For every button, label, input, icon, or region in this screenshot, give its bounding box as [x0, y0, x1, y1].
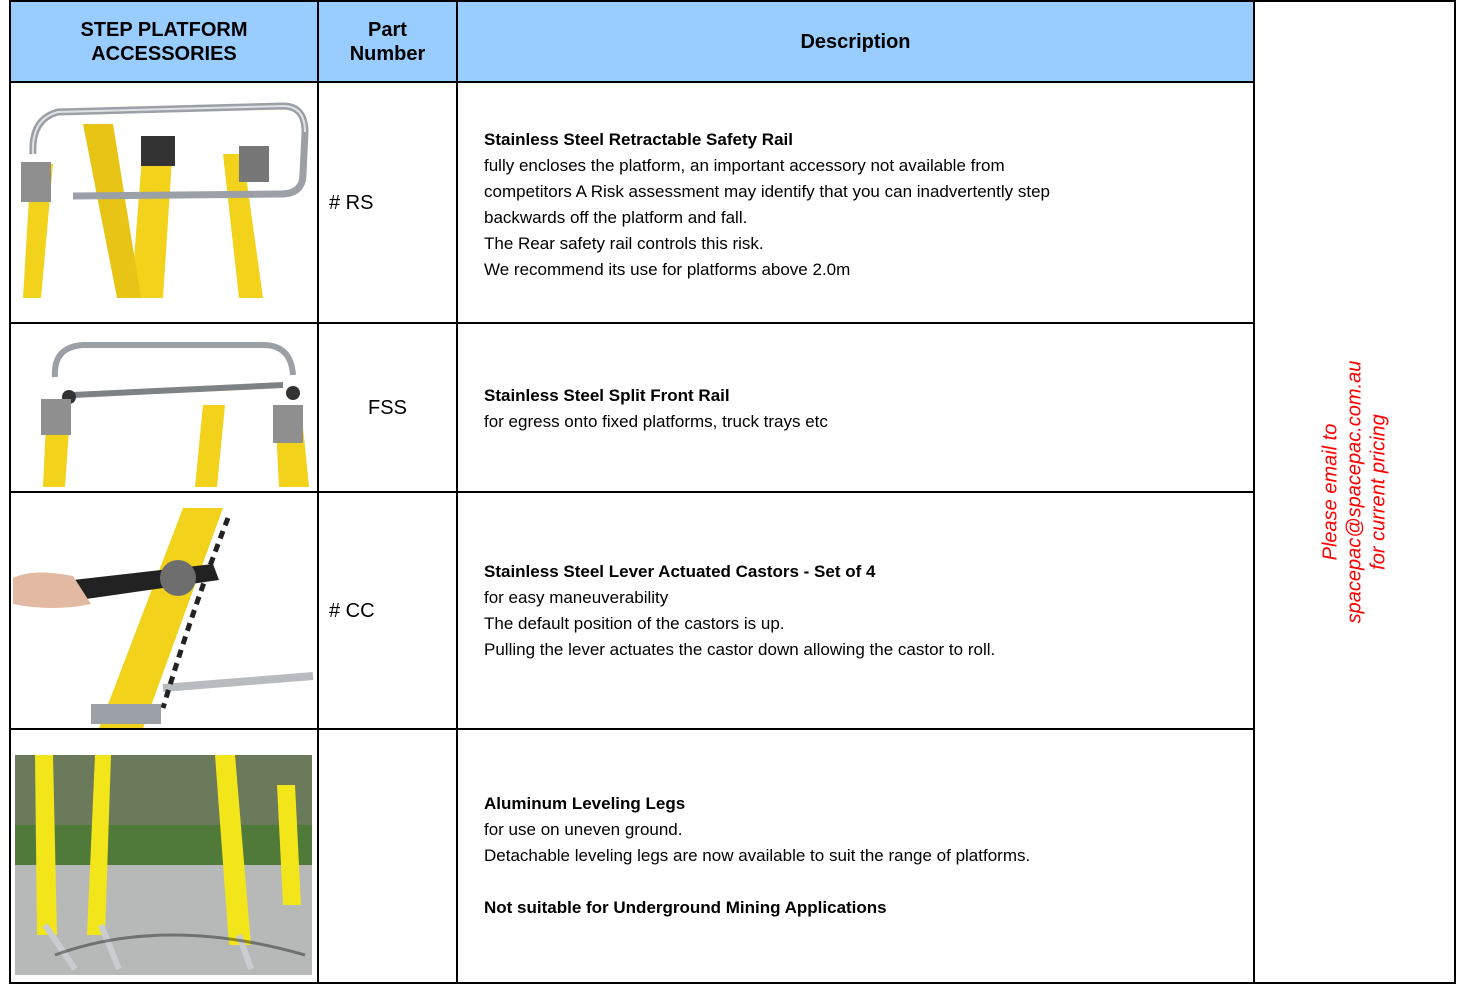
description-legs: [484, 730, 1244, 982]
photo-split-front-rail: [13, 327, 317, 487]
grid-line: [9, 322, 1255, 324]
description-cc-title: Stainless Steel Lever Actuated Castors - Set of 4: [484, 562, 876, 581]
header-part-line1: Part: [368, 18, 407, 41]
description-rs: [484, 110, 1244, 300]
part-number-rs: [319, 84, 466, 322]
pricing-line-1: Please email to: [1319, 423, 1341, 561]
part-number-fss-text: FSS: [368, 397, 407, 419]
part-number-cc: [319, 494, 466, 728]
description-rs-line: competitors A Risk assessment may identify that you can inadvertently step: [484, 182, 1050, 201]
description-cc-line: The default position of the castors is up.: [484, 614, 785, 633]
description-cc-line: Pulling the lever actuates the castor down allowing the castor to roll.: [484, 640, 996, 659]
pricing-note: [1254, 2, 1454, 982]
header-accessories-line1: STEP PLATFORM: [80, 18, 248, 41]
description-rs-line: fully encloses the platform, an important accessory not available from: [484, 156, 1005, 175]
description-cc-line: for easy maneuverability: [484, 588, 669, 607]
description-fss-line: for egress onto fixed platforms, truck trays etc: [484, 411, 828, 431]
description-rs-title: Stainless Steel Retractable Safety Rail: [484, 130, 793, 149]
description-legs-line: Detachable leveling legs are now available to suit the range of platforms.: [484, 846, 1031, 865]
description-fss-title: Stainless Steel Split Front Rail: [484, 385, 730, 405]
description-legs-title: Aluminum Leveling Legs: [484, 794, 686, 813]
description-legs-line: for use on uneven ground.: [484, 820, 683, 839]
description-rs-line: backwards off the platform and fall.: [484, 208, 748, 227]
pricing-line-3: for current pricing: [1367, 414, 1389, 570]
description-legs-spacer: [484, 869, 1244, 895]
description-fss: [484, 325, 1244, 492]
pricing-note-text: [1318, 361, 1390, 624]
grid-line: [9, 728, 1255, 730]
header-description: [458, 2, 1253, 81]
grid-line: [9, 81, 1255, 83]
header-accessories-line2: ACCESSORIES: [91, 42, 237, 65]
photo-leveling-legs: [15, 755, 312, 975]
part-number-cc-text: # CC: [329, 599, 375, 622]
header-part-line2: Number: [349, 42, 426, 65]
part-number-rs-text: # RS: [329, 191, 374, 214]
header-description-label: Description: [800, 30, 911, 53]
pricing-email[interactable]: spacepac@spacepac.com.au: [1343, 360, 1365, 624]
header-accessories: [11, 2, 317, 81]
grid-line: [9, 0, 1456, 2]
part-number-legs: [319, 730, 456, 982]
header-part-number: [319, 2, 456, 81]
description-rs-line: We recommend its use for platforms above 2.0m: [484, 260, 851, 279]
photo-lever-castors: [13, 508, 317, 728]
description-cc: [484, 494, 1244, 728]
description-rs-line: The Rear safety rail controls this risk.: [484, 234, 764, 253]
grid-line: [1454, 0, 1456, 984]
part-number-fss: [319, 325, 456, 492]
grid-line: [9, 491, 1255, 493]
photo-retractable-safety-rail: [13, 84, 317, 304]
description-legs-note: Not suitable for Underground Mining Applications: [484, 898, 887, 917]
